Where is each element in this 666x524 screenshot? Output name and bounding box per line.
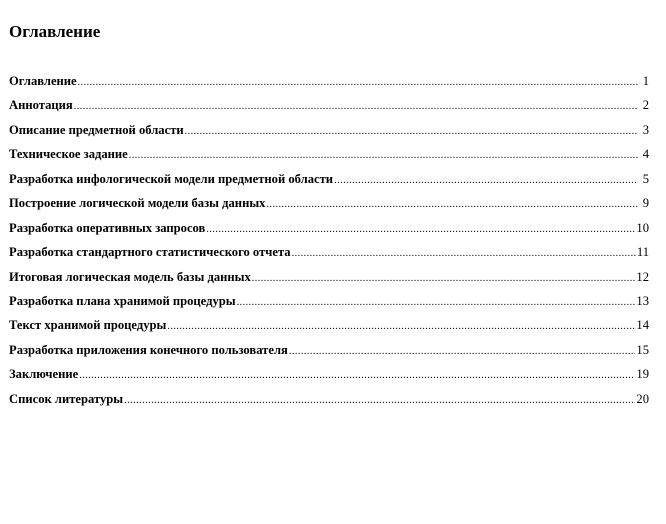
toc-dot-leader <box>237 295 636 311</box>
toc-entry-title: Техническое задание <box>9 147 128 162</box>
toc-entry-page: 1 <box>642 74 649 88</box>
toc-entry-page: 20 <box>636 391 649 406</box>
toc-entry-page: 9 <box>642 196 649 211</box>
toc-entry-page: 14 <box>636 318 649 333</box>
toc-entry-title: Разработка плана хранимой процедуры <box>9 293 236 308</box>
toc-entry-title: Заключение <box>9 367 79 382</box>
toc-entry-logical-model[interactable] <box>9 195 649 219</box>
toc-dot-leader <box>167 319 635 335</box>
toc-entry-title: Оглавление <box>9 74 77 88</box>
toc-entry-page: 5 <box>642 171 649 186</box>
toc-entry-page: 12 <box>636 269 649 284</box>
toc-dot-leader <box>289 344 636 360</box>
toc-dot-leader <box>78 75 638 91</box>
toc-entry-end-user-app[interactable] <box>9 342 649 366</box>
toc-entry-infological-model[interactable] <box>9 171 649 195</box>
toc-entry-title: Разработка приложения конечного пользователя <box>9 342 288 357</box>
toc-entry-procedure-plan[interactable] <box>9 293 649 317</box>
toc-entry-annotation[interactable] <box>9 97 649 121</box>
toc-heading: Оглавление <box>9 22 101 41</box>
toc-entry-page: 3 <box>642 122 649 137</box>
toc-entry-conclusion[interactable] <box>9 366 649 390</box>
toc-entry-procedure-text[interactable] <box>9 317 649 341</box>
toc-entry-page: 10 <box>636 220 649 235</box>
toc-entry-final-logical-model[interactable] <box>9 269 649 293</box>
toc-list <box>9 73 649 415</box>
toc-entry-technical-task[interactable] <box>9 146 649 170</box>
toc-dot-leader <box>185 124 638 140</box>
toc-dot-leader <box>206 222 635 238</box>
toc-entry-title: Итоговая логическая модель базы данных <box>9 269 251 284</box>
toc-entry-page: 19 <box>636 367 649 382</box>
toc-dot-leader <box>266 197 638 213</box>
toc-entry-page: 4 <box>642 147 649 162</box>
toc-entry-title: Список литературы <box>9 391 124 406</box>
toc-entry-operational-queries[interactable] <box>9 220 649 244</box>
toc-dot-leader <box>292 246 636 262</box>
toc-entry-contents[interactable] <box>9 73 649 97</box>
toc-dot-leader <box>79 368 635 384</box>
toc-entry-domain-description[interactable] <box>9 122 649 146</box>
toc-entry-title: Описание предметной области <box>9 122 184 137</box>
toc-entry-title: Текст хранимой процедуры <box>9 318 167 333</box>
toc-entry-title: Разработка оперативных запросов <box>9 220 206 235</box>
toc-entry-statistical-report[interactable] <box>9 244 649 268</box>
toc-dot-leader <box>334 173 638 189</box>
toc-entry-page: 2 <box>642 98 649 113</box>
toc-entry-references[interactable] <box>9 391 649 415</box>
toc-dot-leader <box>129 148 638 164</box>
toc-entry-page: 15 <box>636 342 649 357</box>
toc-entry-page: 11 <box>636 245 649 260</box>
toc-entry-title: Разработка инфологической модели предметной области <box>9 171 334 186</box>
toc-dot-leader <box>252 271 636 287</box>
toc-entry-title: Разработка стандартного статистического отчета <box>9 245 291 260</box>
toc-dot-leader <box>124 393 635 409</box>
toc-entry-page: 13 <box>636 293 649 308</box>
toc-dot-leader <box>74 99 638 115</box>
toc-entry-title: Аннотация <box>9 98 73 113</box>
toc-entry-title: Построение логической модели базы данных <box>9 196 266 211</box>
